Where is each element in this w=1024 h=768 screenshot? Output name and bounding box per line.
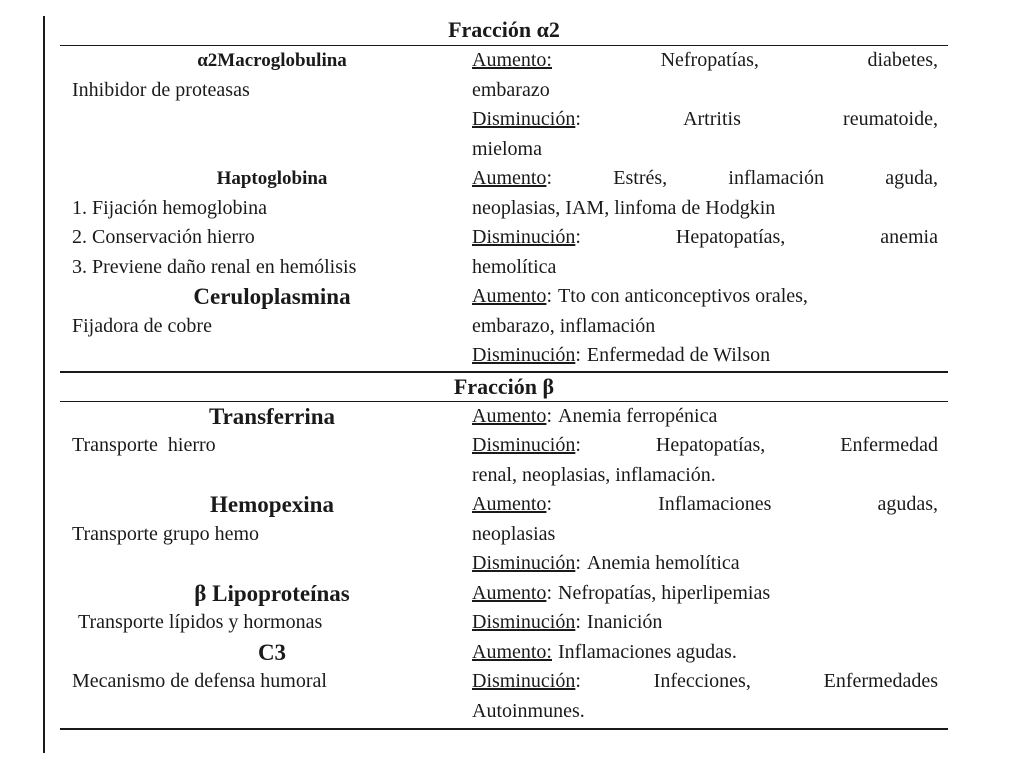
- left-margin-rule: [43, 16, 45, 753]
- protein-function: Inhibidor de proteasas: [72, 78, 250, 101]
- decrease-line: Disminución: Artritis reumatoide,: [472, 105, 938, 135]
- word: anemia: [880, 226, 938, 248]
- word: Artritis: [683, 108, 741, 130]
- decrease-line: Disminución: Enfermedad de Wilson: [472, 341, 938, 371]
- continuation-line: embarazo: [472, 78, 550, 101]
- protein-function: 1. Fijación hemoglobina: [72, 196, 267, 219]
- protein-name: Hemopexina: [210, 492, 334, 517]
- word: Infecciones,: [653, 670, 751, 692]
- protein-row-transferrina: [60, 402, 948, 491]
- increase-line: Aumento: Estrés, inflamación aguda,: [472, 164, 938, 194]
- protein-name: β Lipoproteínas: [194, 580, 350, 606]
- protein-name: C3: [257, 639, 287, 665]
- decrease-label: Disminución: [472, 434, 576, 456]
- increase-line: Aumento: Anemia ferropénica: [472, 402, 938, 432]
- protein-fractions-table: [60, 16, 948, 730]
- increase-label: Aumento: [472, 581, 547, 604]
- word: Enfermedades: [823, 670, 938, 692]
- continuation-line: neoplasias: [472, 522, 556, 545]
- increase-line: Aumento: Nefropatías, hiperlipemias: [472, 579, 938, 609]
- decrease-line: Disminución: Infecciones, Enfermedades: [472, 667, 938, 697]
- decrease-line: Disminución: Inanición: [472, 608, 938, 638]
- word: diabetes,: [867, 49, 938, 71]
- decrease-line: Disminución: Hepatopatías, anemia: [472, 223, 938, 253]
- protein-name: Ceruloplasmina: [193, 284, 351, 309]
- increase-label: Aumento:: [472, 49, 552, 71]
- protein-row-hemopexina: [60, 490, 948, 579]
- word: Estrés,: [613, 167, 668, 189]
- increase-text: Inflamaciones agudas.: [558, 640, 737, 663]
- protein-function: 3. Previene daño renal en hemólisis: [72, 255, 357, 278]
- decrease-label: Disminución: [472, 670, 576, 692]
- decrease-text: Inanición: [586, 611, 663, 633]
- decrease-label: Disminución: [472, 226, 576, 248]
- decrease-label: Disminución: [472, 108, 576, 130]
- continuation-line: neoplasias, IAM, linfoma de Hodgkin: [472, 196, 776, 219]
- word: Inflamaciones: [658, 493, 772, 515]
- increase-line: [472, 46, 938, 76]
- word: Hepatopatías,: [655, 434, 766, 456]
- decrease-line: Disminución: Anemia hemolítica: [472, 549, 938, 579]
- continuation-line: mieloma: [472, 137, 542, 160]
- protein-function: Fijadora de cobre: [72, 314, 212, 337]
- section-header-alpha2: Fracción α2: [60, 16, 948, 46]
- increase-label: Aumento: [472, 285, 547, 307]
- word: aguda,: [885, 167, 938, 189]
- word: Nefropatías,: [660, 49, 759, 71]
- decrease-line: Disminución: Hepatopatías, Enfermedad: [472, 431, 938, 461]
- increase-text: Anemia ferropénica: [558, 404, 718, 427]
- protein-row-c3: [60, 638, 948, 727]
- word: Hepatopatías,: [675, 226, 786, 248]
- decrease-label: Disminución: [472, 552, 576, 574]
- word: agudas,: [877, 493, 938, 515]
- decrease-label: Disminución: [472, 344, 576, 366]
- increase-text: Tto con anticonceptivos orales,: [558, 285, 808, 307]
- increase-line: [472, 638, 938, 668]
- protein-name: α2Macroglobulina: [197, 50, 347, 71]
- continuation-line: Autoinmunes.: [472, 699, 585, 722]
- protein-name: Haptoglobina: [216, 168, 328, 189]
- protein-row-ceruloplasmina: [60, 282, 948, 371]
- decrease-text: Enfermedad de Wilson: [586, 344, 771, 366]
- word: reumatoide,: [843, 108, 938, 130]
- protein-function: 2. Conservación hierro: [72, 226, 255, 248]
- decrease-label: Disminución: [472, 611, 576, 633]
- protein-function: Transporte grupo hemo: [72, 522, 260, 545]
- continuation-line: renal, neoplasias, inflamación.: [472, 463, 716, 486]
- word: Enfermedad: [840, 434, 938, 456]
- protein-row-alpha2macroglobulina: [60, 46, 948, 164]
- increase-line: Aumento: Tto con anticonceptivos orales,: [472, 282, 938, 312]
- section-header-beta: Fracción β: [60, 371, 948, 402]
- increase-label: Aumento: [472, 167, 547, 189]
- protein-name: Transferrina: [208, 403, 336, 429]
- protein-row-haptoglobina: [60, 164, 948, 282]
- continuation-line: embarazo, inflamación: [472, 314, 656, 337]
- increase-text: Nefropatías, hiperlipemias: [558, 581, 771, 604]
- protein-function: Transporte lípidos y hormonas: [78, 611, 323, 633]
- protein-row-beta-lipoproteinas: [60, 579, 948, 638]
- continuation-line: hemolítica: [472, 255, 557, 278]
- protein-function: Transporte hierro: [72, 434, 216, 456]
- increase-label: Aumento:: [472, 640, 552, 663]
- table-bottom-rule: [60, 728, 948, 730]
- increase-line: Aumento: Inflamaciones agudas,: [472, 490, 938, 520]
- increase-label: Aumento: [472, 404, 547, 427]
- increase-label: Aumento: [472, 493, 547, 515]
- protein-function: Mecanismo de defensa humoral: [72, 670, 327, 692]
- decrease-text: Anemia hemolítica: [586, 552, 740, 574]
- word: inflamación: [728, 167, 824, 189]
